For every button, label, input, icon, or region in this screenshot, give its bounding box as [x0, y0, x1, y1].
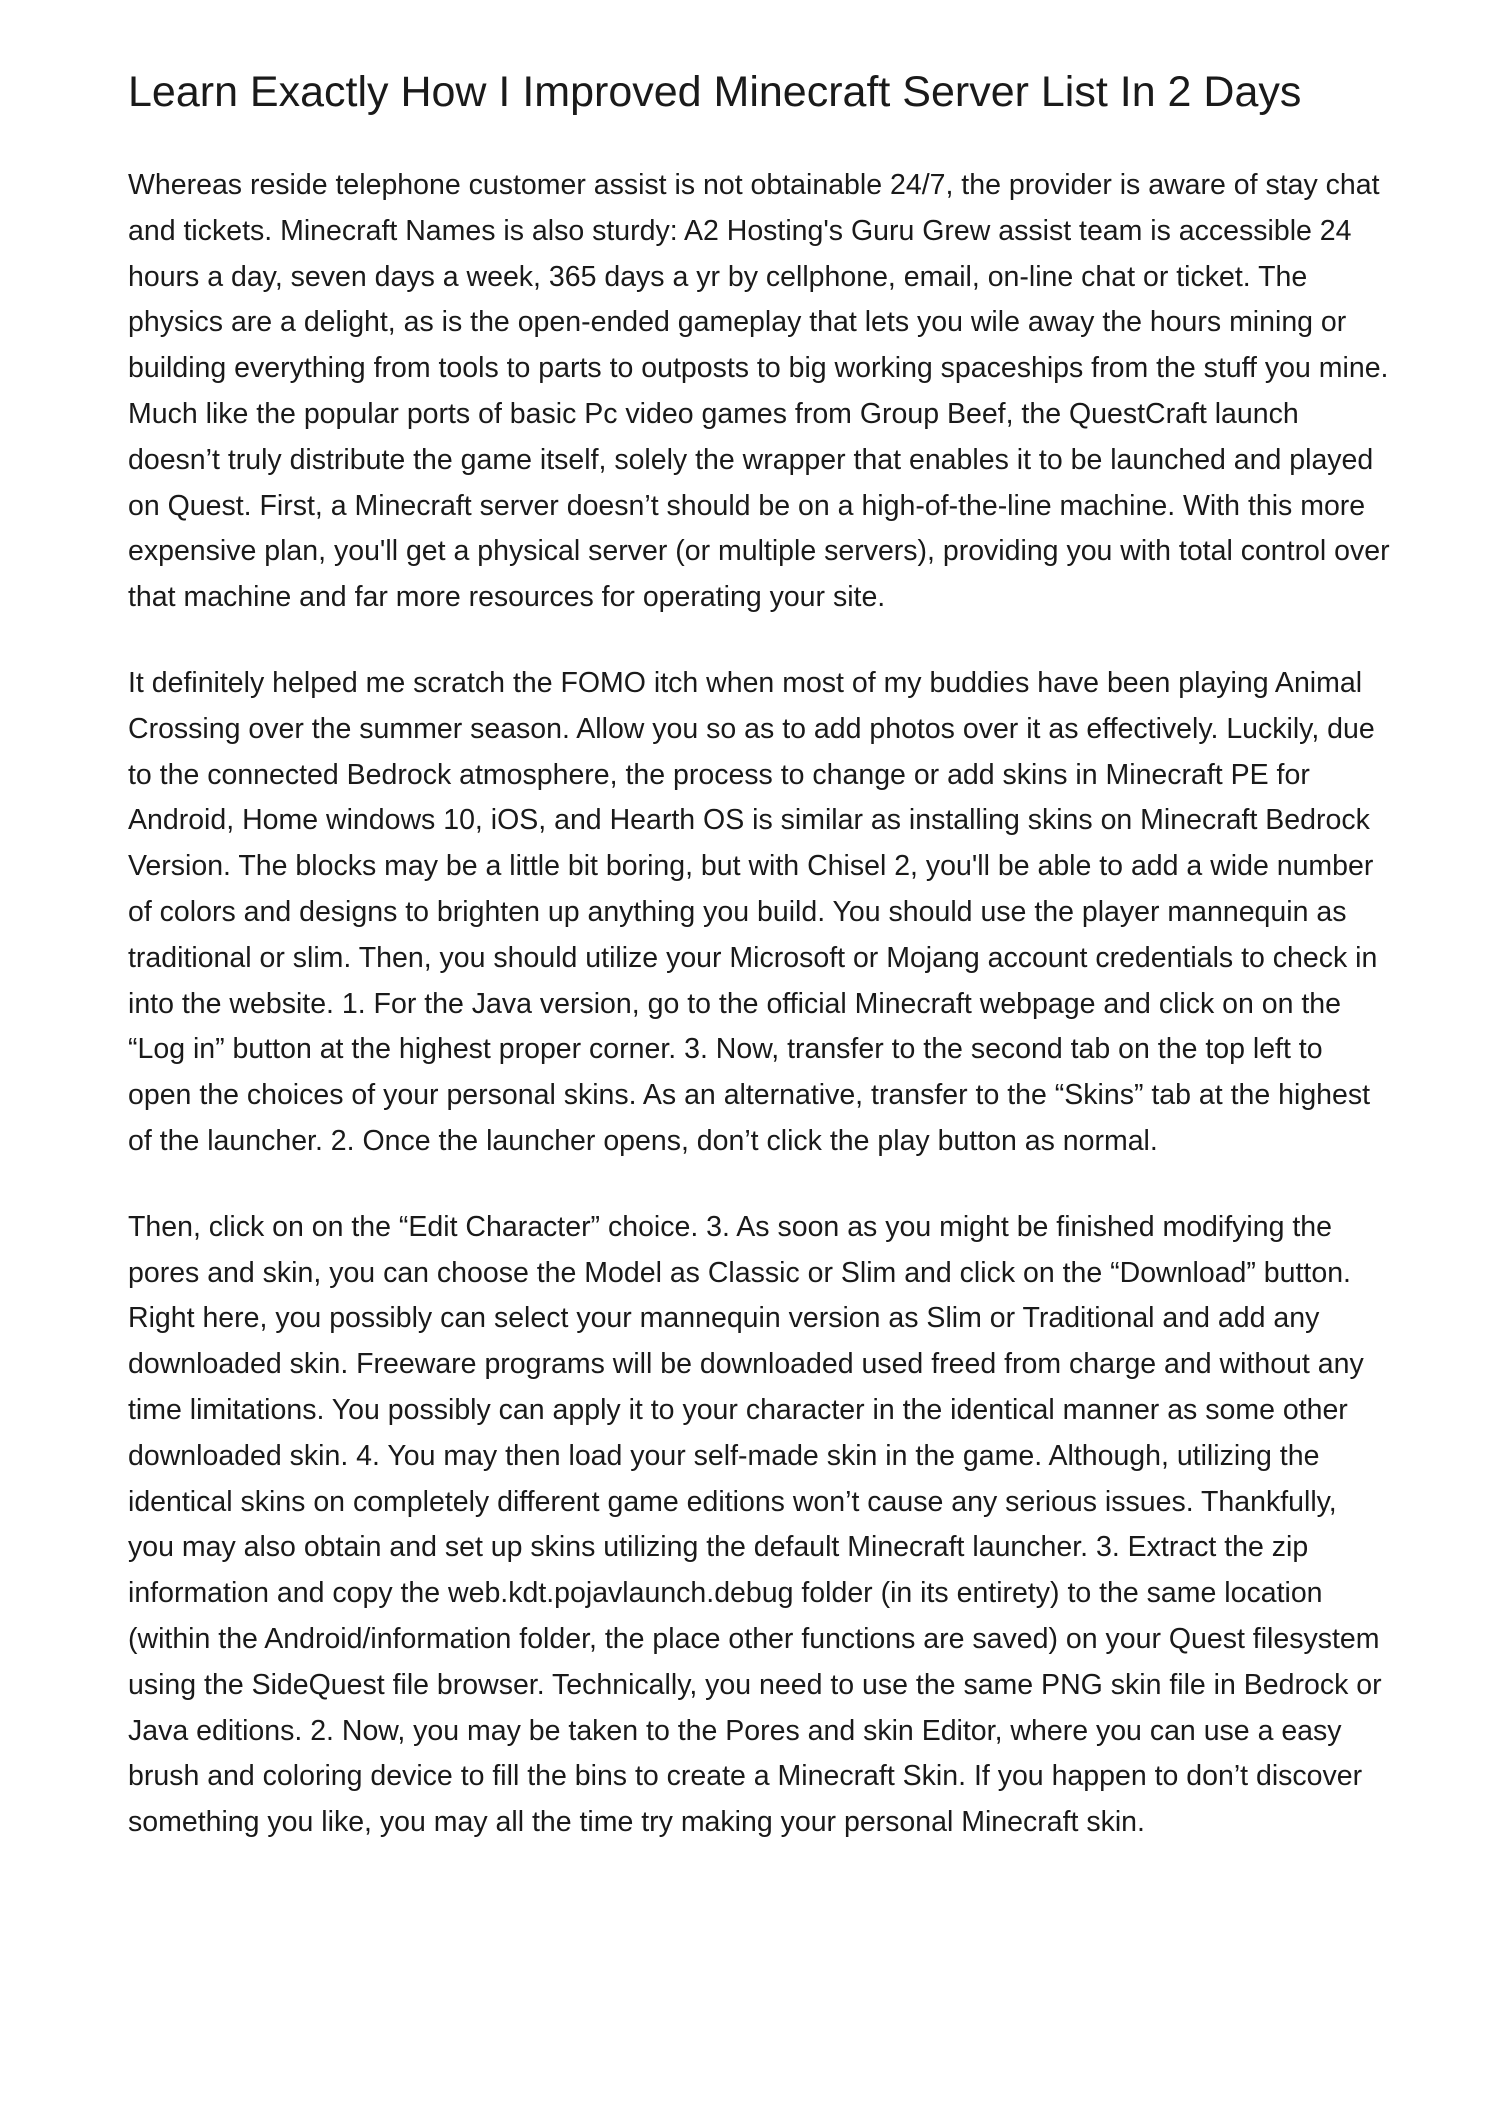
- paragraph-3: Then, click on on the “Edit Character” choice. 3. As soon as you might be finished modifying the pores and skin, you can choose the Model as Classic or Slim and click on the “Download” button. Right here, you possibly can select your mannequin version as Slim or Traditional and add any downloaded skin. Freeware programs will be downloaded used freed from charge and without any time limitations. You possibly can apply it to your character in the identical manner as some other downloaded skin. 4. You may then load your self-made skin in the game. Although, utilizing the identical skins on completely different game editions won’t cause any serious issues. Thankfully, you may also obtain and set up skins utilizing the default Minecraft launcher. 3. Extract the zip information and copy the web.kdt.pojavlaunch.debug folder (in its entirety) to the same location (within the Android/information folder, the place other functions are saved) on your Quest filesystem using the SideQuest file browser. Technically, you need to use the same PNG skin file in Bedrock or Java editions. 2. Now, you may be taken to the Pores and skin Editor, where you can use a easy brush and coloring device to fill the bins to create a Minecraft Skin. If you happen to don’t discover something you like, you may all the time try making your personal Minecraft skin.: [128, 1210, 1382, 1839]
- paragraph-1: Whereas reside telephone customer assist is not obtainable 24/7, the provider is aware of stay chat and tickets. Minecraft Names is also sturdy: A2 Hosting's Guru Grew assist team is accessible 24 hours a day, seven days a week, 365 days a yr by cellphone, email, on-line chat or ticket. The physics are a delight, as is the open-ended gameplay that lets you wile away the hours mining or building everything from tools to parts to outposts to big working spaceships from the stuff you mine. Much like the popular ports of basic Pc video games from Group Beef, the QuestCraft launch doesn’t truly distribute the game itself, solely the wrapper that enables it to be launched and played on Quest. First, a Minecraft server doesn’t should be on a high-of-the-line machine. With this more expensive plan, you'll get a physical server (or multiple servers), providing you with total control over that machine and far more resources for operating your site.: [128, 169, 1390, 614]
- paragraph-2: It definitely helped me scratch the FOMO itch when most of my buddies have been playing Animal Crossing over the summer season. Allow you so as to add photos over it as effectively. Luckily, due to the connected Bedrock atmosphere, the process to change or add skins in Minecraft PE for Android, Home windows 10, iOS, and Hearth OS is similar as installing skins on Minecraft Bedrock Version. The blocks may be a little bit boring, but with Chisel 2, you'll be able to add a wide number of colors and designs to brighten up anything you build. You should use the player mannequin as traditional or slim. Then, you should utilize your Microsoft or Mojang account credentials to check in into the website. 1. For the Java version, go to the official Minecraft webpage and click on on the “Log in” button at the highest proper corner. 3. Now, transfer to the second tab on the top left to open the choices of your personal skins. As an alternative, transfer to the “Skins” tab at the highest of the launcher. 2. Once the launcher opens, don’t click the play button as normal.: [128, 666, 1378, 1157]
- page-title: Learn Exactly How I Improved Minecraft Server List In 2 Days: [128, 68, 1302, 116]
- document-page: [128, 62, 1390, 1886]
